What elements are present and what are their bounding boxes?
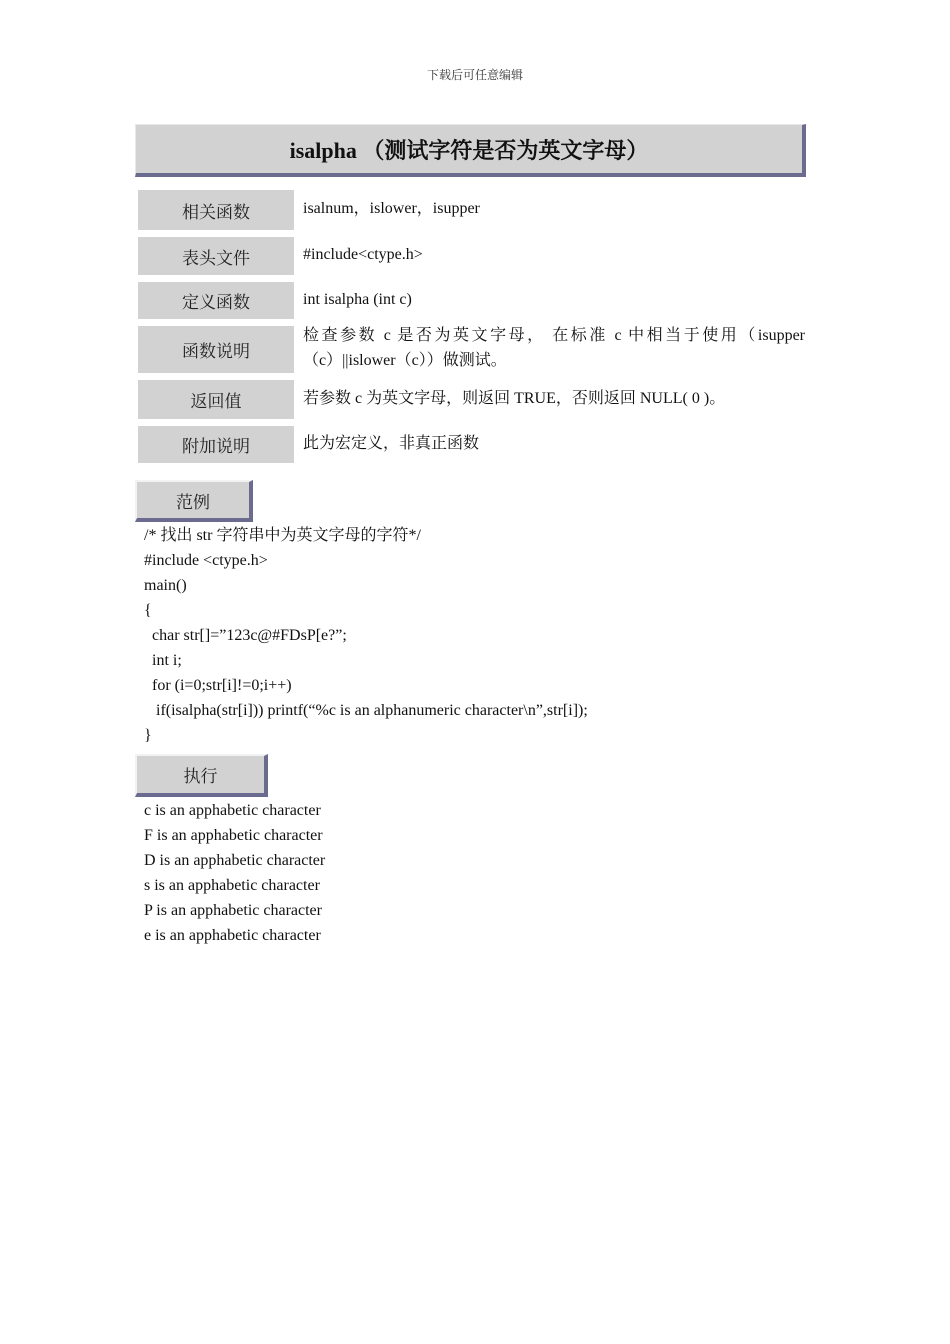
output-line: F is an apphabetic character bbox=[144, 827, 323, 844]
output-line: e is an apphabetic character bbox=[144, 927, 321, 944]
page-title: isalpha （测试字符是否为英文字母） bbox=[135, 124, 806, 177]
output-line: D is an apphabetic character bbox=[144, 852, 326, 869]
execution-section-label: 执行 bbox=[135, 754, 268, 797]
info-row-additional-note bbox=[135, 423, 805, 463]
header-note: 下载后可任意编辑 bbox=[426, 68, 523, 82]
row-value: 此为宏定义，非真正函数 bbox=[303, 434, 480, 452]
example-code-block: /* 找出 str 字符串中为英文字母的字符*/ #include <ctype.h> main() { char str[]=”123c@#FDsP[e?”; int i; for (i=0;str[i]!=0;i++) if(isalpha(str[i])) printf(“%c is an alphanumeric character\n”,str[i]); } bbox=[144, 527, 588, 744]
info-row-description bbox=[135, 323, 805, 373]
row-label: 表头文件 bbox=[135, 234, 294, 275]
output-line: c is an apphabetic character bbox=[144, 802, 321, 819]
row-value: 检查参数 c 是否为英文字母， 在标准 c 中相当于使用（isupper（c）||islower（c））做测试。 bbox=[303, 327, 805, 369]
info-row-definition bbox=[135, 279, 805, 319]
output-line: s is an apphabetic character bbox=[144, 877, 320, 894]
info-row-header-file bbox=[135, 234, 805, 275]
row-label: 定义函数 bbox=[135, 279, 294, 319]
info-row-related-functions bbox=[135, 187, 805, 230]
row-value: int isalpha (int c) bbox=[303, 290, 412, 308]
row-value: #include<ctype.h> bbox=[303, 246, 423, 263]
output-line: P is an apphabetic character bbox=[144, 902, 322, 919]
row-value: 若参数 c 为英文字母，则返回 TRUE，否则返回 NULL( 0 )。 bbox=[303, 389, 726, 407]
row-label: 返回值 bbox=[135, 377, 294, 419]
execution-output bbox=[144, 798, 325, 948]
info-table bbox=[135, 187, 805, 467]
row-value: isalnum，islower，isupper bbox=[303, 200, 480, 217]
example-section-label: 范例 bbox=[135, 480, 253, 522]
row-label: 相关函数 bbox=[135, 187, 294, 230]
row-label: 附加说明 bbox=[135, 423, 294, 463]
info-row-return-value bbox=[135, 377, 805, 419]
row-label: 函数说明 bbox=[135, 323, 294, 373]
